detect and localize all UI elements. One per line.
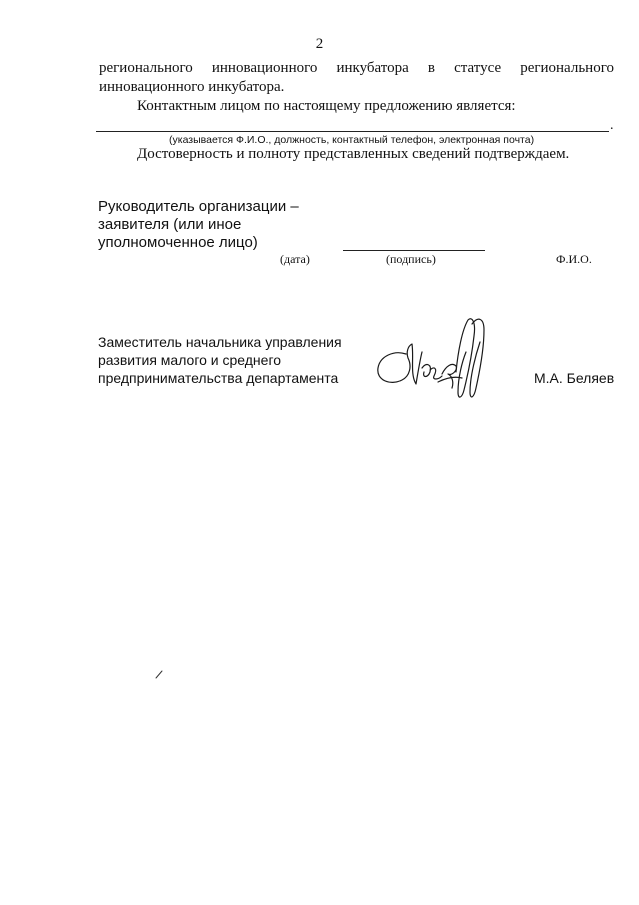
intro-word: инкубатора (336, 60, 409, 76)
intro-word: статусе (454, 60, 502, 76)
intro-word: инновационного (211, 60, 318, 76)
contact-person-sentence: Контактным лицом по настоящему предложению является: (137, 98, 516, 114)
page-number: 2 (315, 36, 324, 52)
head-title-line-2: заявителя (или иное (98, 216, 242, 233)
intro-word: в (427, 60, 435, 76)
stray-mark-icon (154, 668, 164, 680)
signatory-title-line-3: предпринимательства департамента (98, 370, 339, 386)
contact-fill-line (96, 131, 609, 132)
signatory-title-line-2: развития малого и среднего (98, 352, 282, 368)
head-title-line-1: Руководитель организации – (98, 198, 299, 215)
signatory-title-line-1: Заместитель начальника управления (98, 334, 342, 350)
head-title-line-3: уполномоченное лицо) (98, 234, 258, 251)
signature-fill-line (343, 250, 485, 251)
intro-word: регионального (99, 60, 193, 76)
intro-word: регионального (520, 60, 614, 76)
signature-label: (подпись) (386, 252, 436, 266)
contact-line-dot: . (610, 118, 614, 133)
handwritten-signature-icon (372, 312, 494, 404)
confirmation-sentence: Достоверность и полноту представленных сведений подтверждаем. (137, 146, 570, 162)
intro-line-2: инновационного инкубатора. (99, 79, 285, 95)
signatory-name: М.А. Беляев (534, 370, 615, 386)
fio-label: Ф.И.О. (556, 252, 592, 266)
contact-field-hint: (указывается Ф.И.О., должность, контактный телефон, электронная почта) (169, 134, 535, 146)
date-label: (дата) (280, 252, 310, 266)
intro-line-1 (99, 60, 614, 77)
